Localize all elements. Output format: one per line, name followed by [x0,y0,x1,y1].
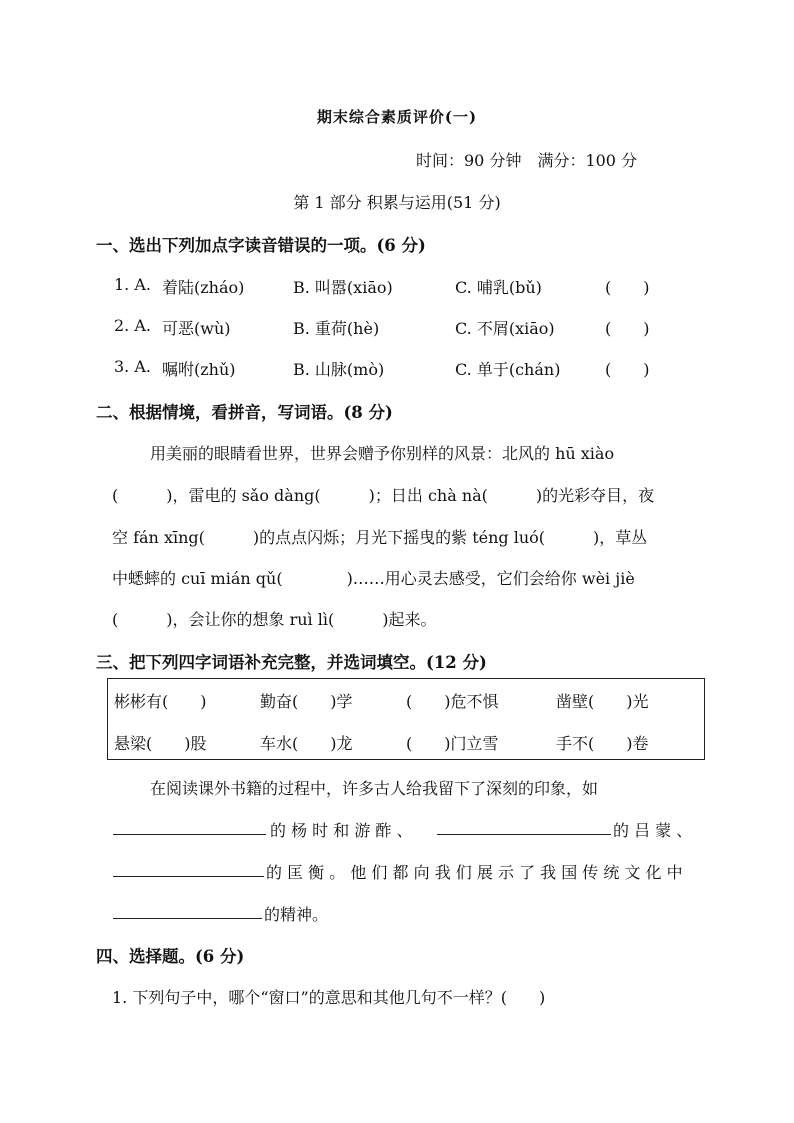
fill-blank-line[interactable] [113,876,264,877]
s3-para-line: 在阅读课外书籍的过程中，许多古人给我留下了深刻的印象，如 [150,779,599,798]
exam-meta: 时间：90 分钟 满分：100 分 [416,151,638,170]
s3-para-segment: 的 杨 时 和 游 酢 、 [270,821,413,840]
s1-row-num: 3. A. [114,357,151,376]
fill-blank-line[interactable] [113,918,262,919]
s2-line: 空 fán xīng( )的点点闪烁；月光下摇曳的紫 téng luó( )，草丛 [112,528,648,547]
idiom-item[interactable]: 车水( )龙 [260,734,353,753]
answer-paren[interactable]: ( ) [605,319,650,338]
section-2-heading: 二、根据情境，看拼音，写词语。(8 分) [96,403,393,422]
idiom-item[interactable]: 悬梁( )股 [114,734,207,753]
s1-row-num: 2. A. [114,316,151,335]
s3-para-segment: 的 吕 蒙 、 [613,821,693,840]
idiom-item[interactable]: 手不( )卷 [556,734,649,753]
answer-paren[interactable]: ( ) [605,278,650,297]
s1-option-a: 可恶(wù) [162,319,231,338]
s1-option-c: C. 不屑(xiāo) [455,319,555,338]
idiom-box [107,678,705,760]
part-heading: 第 1 部分 积累与运用(51 分) [293,193,501,212]
s3-para-segment: 的精神。 [264,905,329,924]
s2-line: ( )，雷电的 sǎo dàng( )；日出 chà nà( )的光彩夺目，夜 [112,486,655,505]
s2-line: 用美丽的眼睛看世界，世界会赠予你别样的风景：北风的 hū xiào [150,444,615,463]
fill-blank-line[interactable] [437,834,611,835]
section-4-heading: 四、选择题。(6 分) [96,947,245,966]
s3-para-segment: 的 匡 衡 。 他 们 都 向 我 们 展 示 了 我 国 传 统 文 化 中 [266,863,683,882]
page-title: 期末综合素质评价(一) [316,108,478,126]
s1-row-num: 1. A. [114,275,151,294]
section-3-heading: 三、把下列四字词语补充完整，并选词填空。(12 分) [96,653,487,672]
s1-option-c: C. 单于(chán) [455,360,561,379]
idiom-item[interactable]: 彬彬有( ) [114,692,207,711]
s1-option-b: B. 山脉(mò) [293,360,385,379]
idiom-item[interactable]: 凿壁( )光 [556,692,649,711]
section-1-heading: 一、选出下列加点字读音错误的一项。(6 分) [96,236,426,255]
s1-option-a: 着陆(zháo) [162,278,245,297]
s1-option-a: 嘱咐(zhǔ) [162,360,236,379]
s4-question-1: 1. 下列句子中，哪个“窗口”的意思和其他几句不一样？( ) [112,988,546,1007]
idiom-item[interactable]: ( )门立雪 [406,734,499,753]
s1-option-b: B. 叫嚣(xiāo) [293,278,393,297]
s1-option-c: C. 哺乳(bǔ) [455,278,542,297]
answer-paren[interactable]: ( ) [605,360,650,379]
fill-blank-line[interactable] [113,834,266,835]
s2-line: ( )，会让你的想象 ruì lì( )起来。 [112,610,437,629]
s1-option-b: B. 重荷(hè) [293,319,380,338]
idiom-item[interactable]: 勤奋( )学 [260,692,353,711]
s2-line: 中蟋蟀的 cuī mián qǔ( )……用心灵去感受，它们会给你 wèi jiè [112,569,635,588]
idiom-item[interactable]: ( )危不惧 [406,692,499,711]
